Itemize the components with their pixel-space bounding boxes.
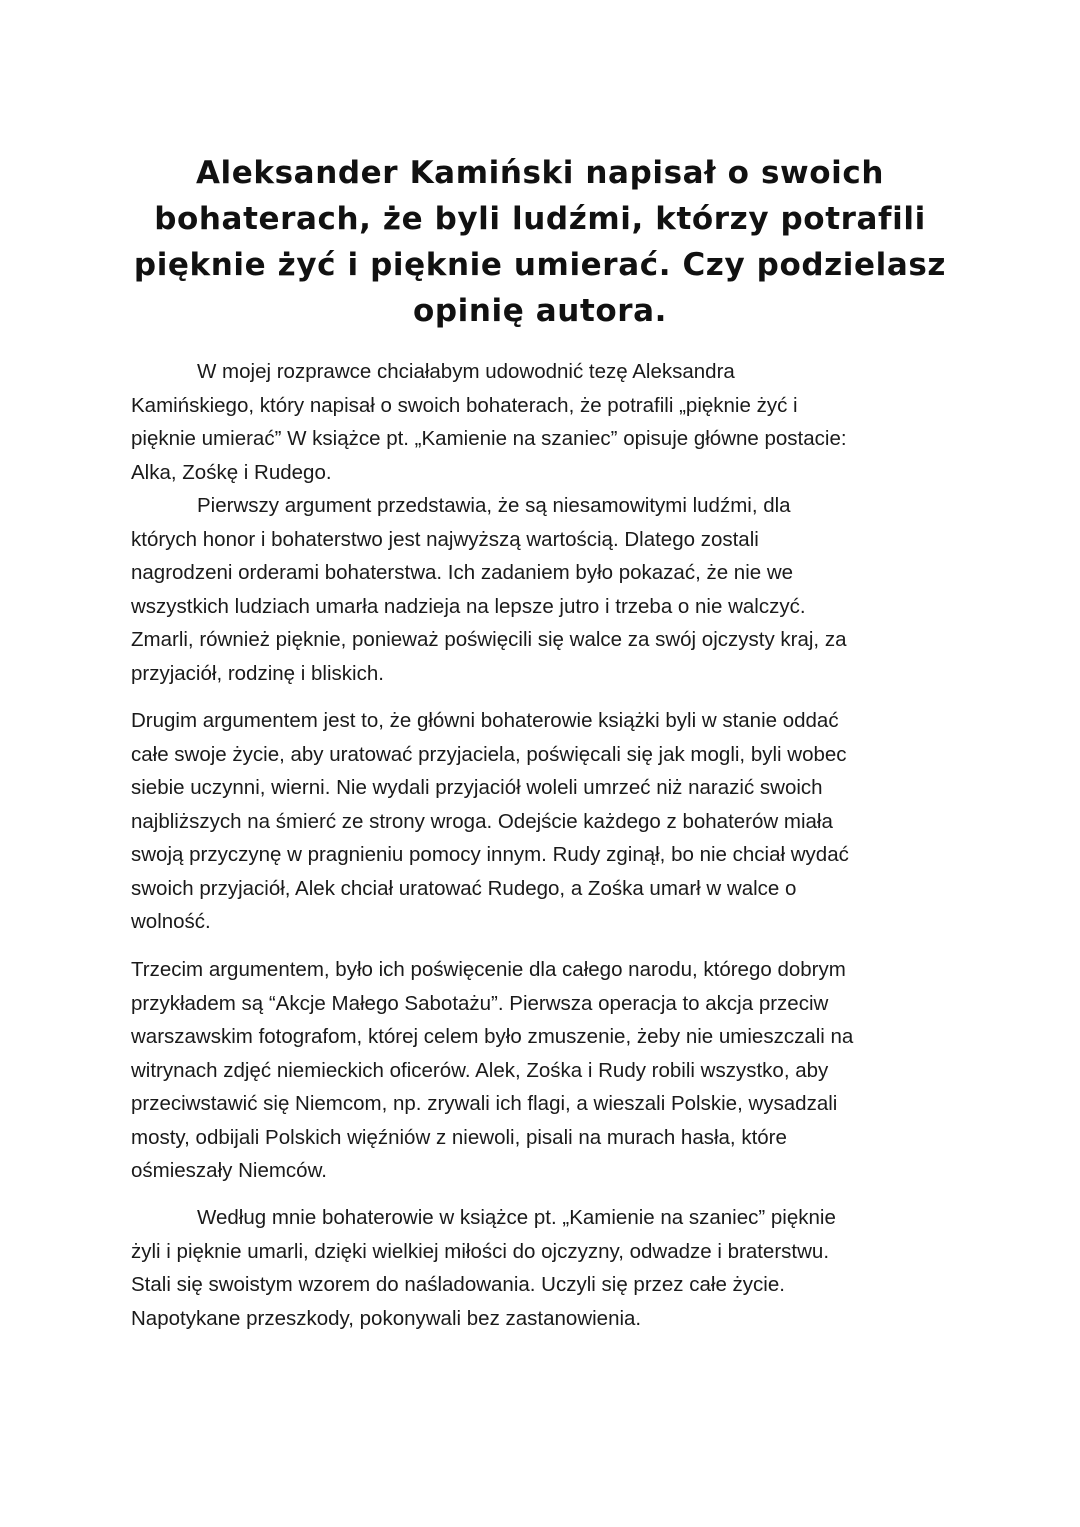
text-line: Pierwszy argument przedstawia, że są niesamowitymi ludźmi, dla [197, 494, 791, 517]
text-line: żyli i pięknie umarli, dzięki wielkiej miłości do ojczyzny, odwadze i braterstwu. [131, 1239, 830, 1263]
text-line: których honor i bohaterstwo jest najwyższą wartością. Dlatego zostali [131, 527, 759, 551]
paragraph-conclusion [131, 1201, 953, 1335]
text-line: pięknie umierać” W książce pt. „Kamienie na szaniec” opisuje główne postacie: [131, 427, 847, 450]
text-line: Kamińskiego, który napisał o swoich bohaterach, że potrafili „pięknie żyć i [131, 393, 798, 417]
text-line: siebie uczynni, wierni. Nie wydali przyjaciół woleli umrzeć niż narazić swoich [131, 776, 823, 799]
title-line: bohaterach, że byli ludźmi, którzy potrafili [154, 201, 926, 237]
text-line: Drugim argumentem jest to, że główni bohaterowie książki byli w stanie oddać [131, 709, 839, 732]
paragraph-introduction [131, 355, 953, 489]
text-line: Zmarli, również pięknie, ponieważ poświęcili się walce za swój ojczysty kraj, za [131, 628, 847, 651]
text-line: swoich przyjaciół, Alek chciał uratować Rudego, a Zośka umarł w walce o [131, 876, 797, 900]
text-line: warszawskim fotografom, której celem było zmuszenie, żeby nie umieszczali na [131, 1025, 854, 1048]
text-line: Stali się swoistym wzorem do naśladowania. Uczyli się przez całe życie. [131, 1273, 785, 1296]
text-line: nagrodzeni orderami bohaterstwa. Ich zadaniem było pokazać, że nie we [131, 561, 794, 584]
paragraph-second-argument [131, 704, 953, 939]
text-line: przyjaciół, rodzinę i bliskich. [131, 661, 384, 685]
text-line: przykładem są “Akcje Małego Sabotażu”. Pierwsza operacja to akcja przeciw [131, 991, 829, 1015]
paragraph-first-argument [131, 489, 953, 690]
text-line: witrynach zdjęć niemieckich oficerów. Alek, Zośka i Rudy robili wszystko, aby [131, 1058, 829, 1082]
text-line: swoją przyczynę w pragnieniu pomocy innym. Rudy zginął, bo nie chciał wydać [131, 843, 849, 866]
paragraph-third-argument [131, 953, 953, 1188]
text-line: ośmieszały Niemców. [131, 1159, 327, 1182]
title-line: pięknie żyć i pięknie umierać. Czy podzielasz [133, 247, 947, 283]
text-line: wszystkich ludziach umarła nadzieja na lepsze jutro i trzeba o nie walczyć. [131, 594, 806, 618]
text-line: Według mnie bohaterowie w książce pt. „Kamienie na szaniec” pięknie [197, 1206, 836, 1229]
text-line: całe swoje życie, aby uratować przyjaciela, poświęcali się jak mogli, byli wobec [131, 742, 847, 766]
text-line: W mojej rozprawce chciałabym udowodnić tezę Aleksandra [197, 360, 735, 383]
text-line: Trzecim argumentem, było ich poświęcenie dla całego narodu, którego dobrym [131, 958, 846, 981]
text-line: mosty, odbijali Polskich więźniów z niewoli, pisali na murach hasła, które [131, 1125, 787, 1149]
title-line: opinię autora. [412, 293, 668, 329]
essay-title [120, 150, 960, 334]
text-line: wolność. [131, 910, 211, 933]
text-line: Alka, Zośkę i Rudego. [131, 460, 332, 484]
title-line: Aleksander Kamiński napisał o swoich [195, 155, 885, 191]
text-line: najbliższych na śmierć ze strony wroga. Odejście każdego z bohaterów miała [131, 809, 833, 833]
text-line: przeciwstawić się Niemcom, np. zrywali ich flagi, a wieszali Polskie, wysadzali [131, 1092, 838, 1115]
text-line: Napotykane przeszkody, pokonywali bez zastanowienia. [131, 1306, 642, 1330]
